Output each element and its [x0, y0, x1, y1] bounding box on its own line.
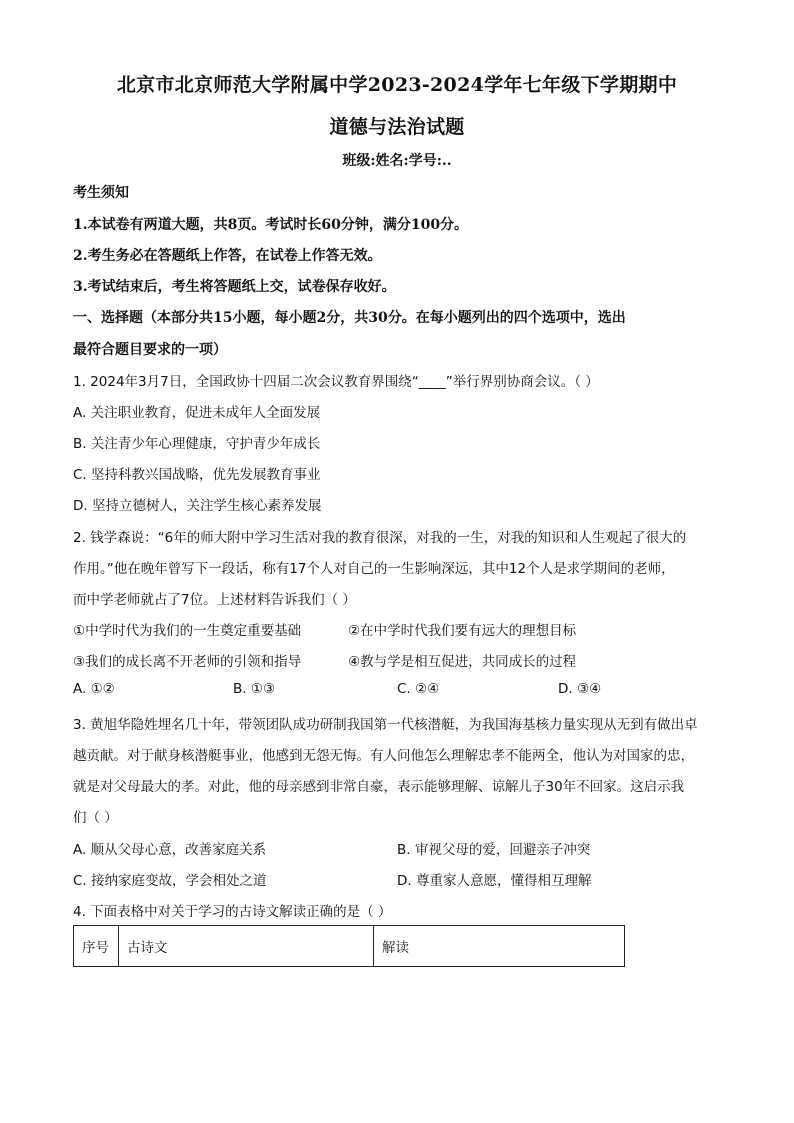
q3-stem-line1: 3. 黄旭华隐姓埋名几十年，带领团队成功研制我国第一代核潜艇，为我国海基核力量实现从无到有做出卓 [73, 717, 698, 733]
q2-option-c: C. ②④ [397, 681, 440, 697]
q2-statement-3: ③我们的成长离不开老师的引领和指导 [73, 654, 302, 670]
q3-stem-line2: 越贡献。对于献身核潜艇事业，他感到无怨无悔。有人问他怎么理解忠孝不能两全，他认为对国家的忠， [73, 748, 694, 764]
q3-stem-line4: 们（ ） [73, 810, 118, 826]
student-info-line: 班级:姓名:学号:.. [342, 153, 452, 169]
q2-stem-line3: 而中学老师就占了7位。上述材料告诉我们（ ） [73, 592, 356, 608]
exam-title-line1: 北京市北京师范大学附属中学2023-2024学年七年级下学期期中 [116, 74, 678, 96]
q2-statement-2: ②在中学时代我们要有远大的理想目标 [348, 623, 577, 639]
q2-option-b: B. ①③ [233, 681, 276, 697]
section1-heading-line2: 最符合题目要求的一项） [73, 342, 227, 358]
exam-title-line2: 道德与法治试题 [329, 116, 465, 138]
q1-option-b: B. 关注青少年心理健康，守护青少年成长 [73, 436, 321, 452]
q2-stem-line1: 2. 钱学森说：“6年的师大附中学习生活对我的教育很深，对我的一生，对我的知识和人生观起了很大的 [73, 530, 687, 546]
section1-heading-line1: 一、选择题（本部分共15小题，每小题2分，共30分。在每小题列出的四个选项中，选出 [73, 310, 626, 326]
notice-item-3: 3.考试结束后，考生将答题纸上交，试卷保存收好。 [73, 279, 396, 295]
table-header-interpretation: 解读 [374, 926, 625, 967]
q3-option-a: A. 顺从父母心意，改善家庭关系 [73, 842, 267, 858]
q3-option-d: D. 尊重家人意愿，懂得相互理解 [397, 873, 592, 889]
q1-option-c: C. 坚持科教兴国战略，优先发展教育事业 [73, 467, 321, 483]
q1-stem: 1. 2024年3月7日，全国政协十四届二次会议教育界围绕“____”举行界别协商会议。（ ） [73, 374, 599, 390]
q1-option-a: A. 关注职业教育，促进未成年人全面发展 [73, 405, 321, 421]
q1-option-d: D. 坚持立德树人，关注学生核心素养发展 [73, 498, 322, 514]
q3-option-c: C. 接纳家庭变故，学会相处之道 [73, 873, 267, 889]
table-header-number: 序号 [74, 926, 119, 967]
q2-stem-line2: 作用。”他在晚年曾写下一段话，称有17个人对自己的一生影响深远，其中12个人是求学期间的老师， [73, 561, 675, 577]
q2-option-a: A. ①② [73, 681, 115, 697]
q4-stem: 4. 下面表格中对关于学习的古诗文解读正确的是（ ） [73, 904, 392, 920]
notice-item-1: 1.本试卷有两道大题，共8页。考试时长60分钟，满分100分。 [73, 217, 469, 233]
q2-option-d: D. ③④ [558, 681, 602, 697]
q2-statement-1: ①中学时代为我们的一生奠定重要基础 [73, 623, 302, 639]
q3-stem-line3: 就是对父母最大的孝。对此，他的母亲感到非常自豪，表示能够理解、谅解儿子30年不回家。这启示我 [73, 779, 685, 795]
table-row [74, 926, 625, 967]
q3-option-b: B. 审视父母的爱，回避亲子冲突 [397, 842, 591, 858]
notice-item-2: 2.考生务必在答题纸上作答，在试卷上作答无效。 [73, 248, 382, 264]
notice-heading: 考生须知 [73, 185, 129, 201]
q4-table [73, 925, 625, 967]
q2-statement-4: ④教与学是相互促进，共同成长的过程 [348, 654, 577, 670]
table-header-poem: 古诗文 [119, 926, 374, 967]
